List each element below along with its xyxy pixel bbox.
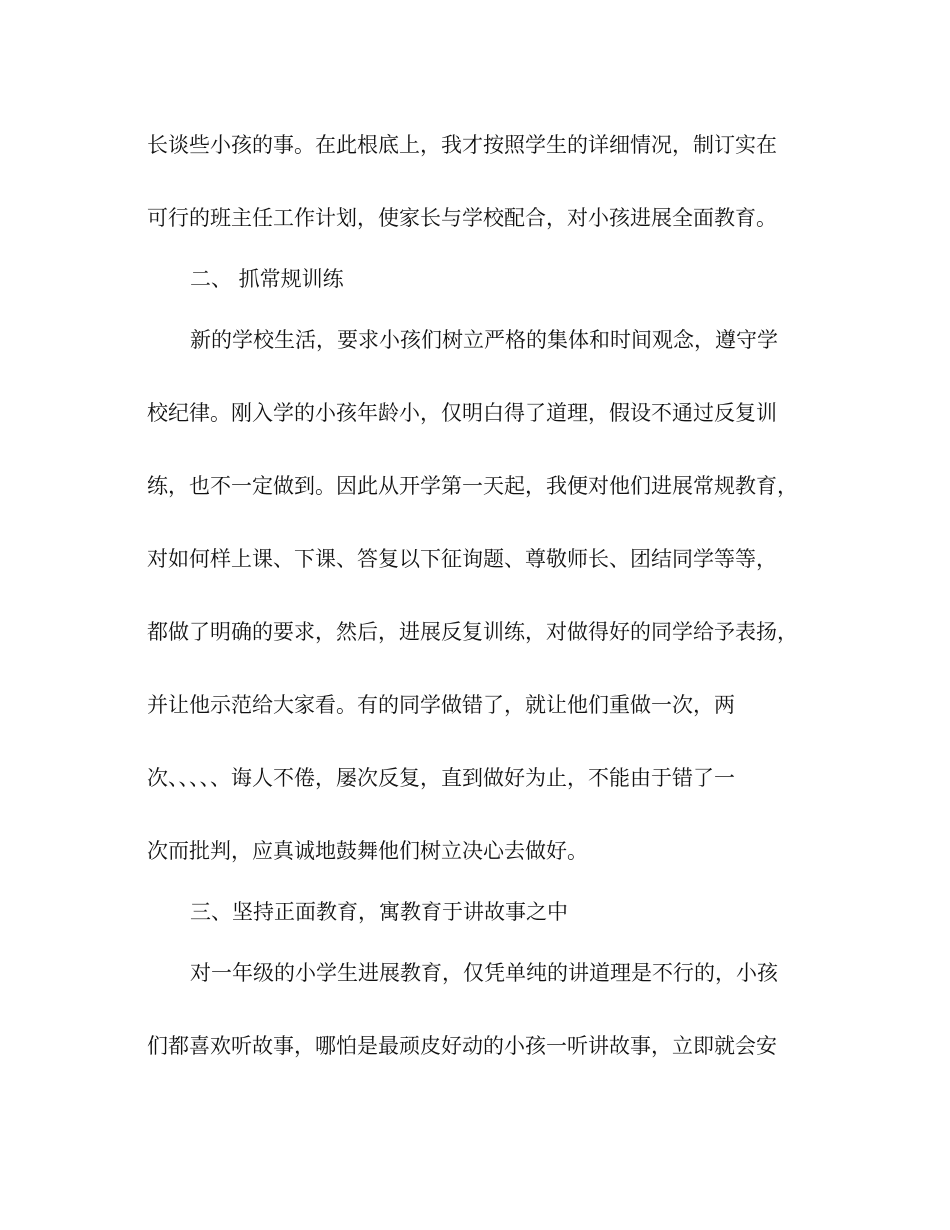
section-heading: 二、 抓常规训练: [190, 267, 344, 291]
text-line: 校纪律。刚入学的小孩年龄小，仅明白得了道理，假设不通过反复训: [147, 401, 777, 425]
text-line: 长谈些小孩的事。在此根底上，我才按照学生的详细情况，制订实在: [147, 133, 777, 157]
text-line: 都做了明确的要求，然后，进展反复训练，对做得好的同学给予表扬，: [147, 620, 798, 644]
text-line: 并让他示范给大家看。有的同学做错了，就让他们重做一次，两: [147, 693, 735, 717]
paragraph-first-line: 对一年级的小学生进展教育，仅凭单纯的讲道理是不行的，小孩: [190, 961, 778, 985]
text-line: 次、、、、、诲人不倦，屡次反复，直到做好为止，不能由于错了一: [147, 766, 735, 790]
text-line: 练，也不一定做到。因此从开学第一天起，我便对他们进展常规教育，: [147, 474, 798, 498]
text-line: 次而批判，应真诚地鼓舞他们树立决心去做好。: [147, 839, 588, 863]
paragraph-first-line: 新的学校生活，要求小孩们树立严格的集体和时间观念，遵守学: [190, 328, 778, 352]
section-heading: 三、坚持正面教育，寓教育于讲故事之中: [190, 900, 568, 924]
text-line: 对如何样上课、下课、答复以下征询题、尊敬师长、团结同学等等，: [147, 547, 777, 571]
text-line: 们都喜欢听故事，哪怕是最顽皮好动的小孩一听讲故事，立即就会安: [147, 1034, 777, 1058]
text-line: 可行的班主任工作计划，使家长与学校配合，对小孩进展全面教育。: [147, 206, 777, 230]
